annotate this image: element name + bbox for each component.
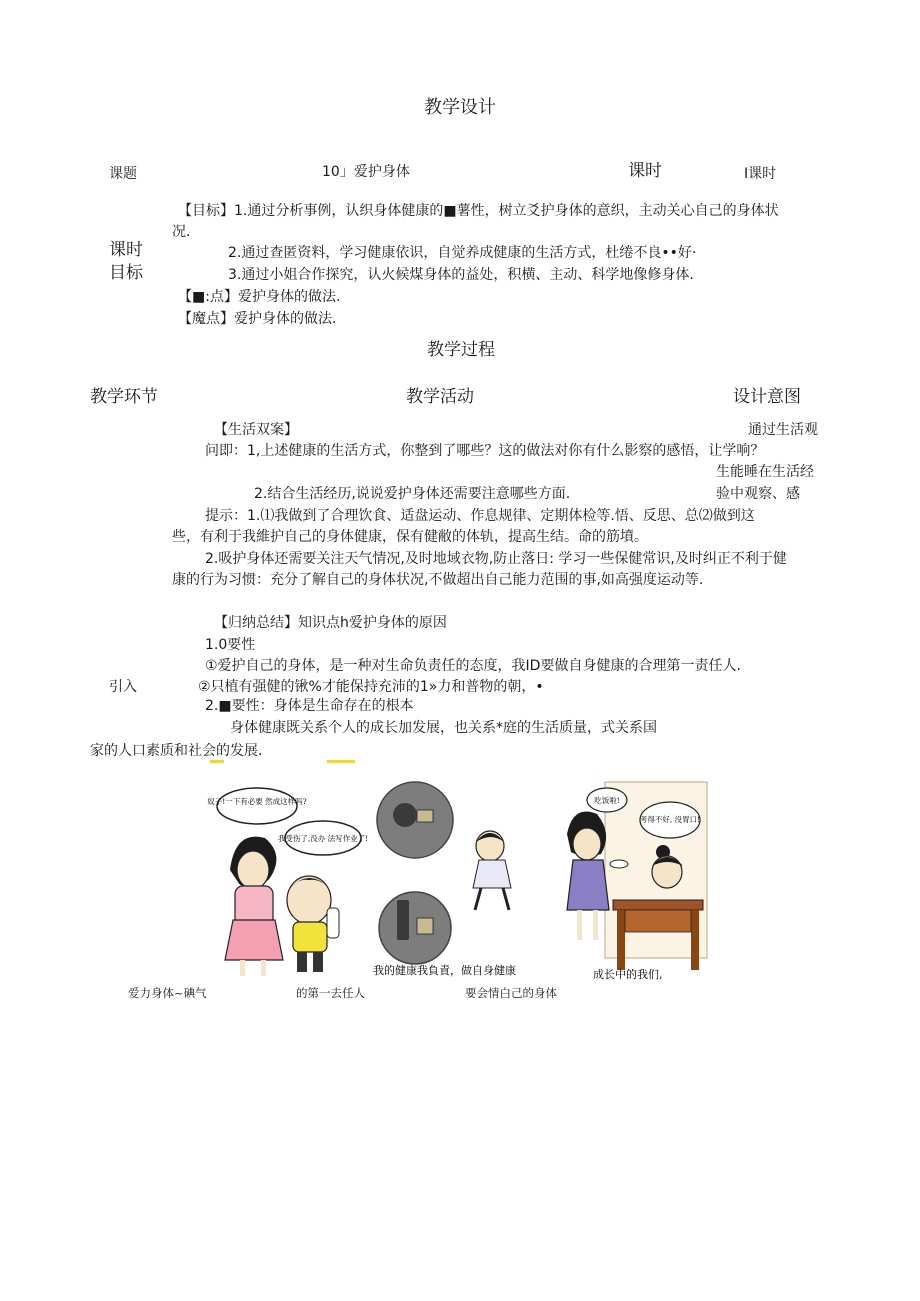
point-1a: ①爱护自己的身体，是一种对生命负责任的态度，我ID要做自身健康的合理第一责任人. (205, 658, 741, 674)
panel-unhealthy-habits (377, 782, 511, 964)
panel-exam-worry (567, 782, 707, 970)
caption-mid3: 要会情白己的身体 (465, 986, 557, 1000)
caption-left: 爱力身体~碘气 (128, 986, 207, 1000)
key-point: 【■:点】爱护身体的做法. (178, 289, 341, 305)
cartoon-illustration (205, 760, 725, 982)
caption-right: 成长中的我们, (593, 968, 663, 981)
section-life-case: 【生活双案】 (214, 422, 298, 438)
caption-mid1: 我的健康我負責，做自身健康 (373, 964, 516, 977)
intent-line2: 生能睡在生活经 (716, 464, 814, 480)
page-title: 教学设计 (424, 97, 496, 118)
topic-value: 10」爱护身体 (322, 164, 410, 180)
panel-injured-boy (207, 788, 368, 976)
section-summary: 【归纳总结】知识点h爱护身体的原因 (214, 615, 447, 631)
objectives-label-line1: 课时 (109, 240, 143, 260)
bubble-girl: 考得不好, 没胃口! (639, 815, 701, 824)
col-intent: 设计意图 (733, 387, 801, 407)
question-1: 问即：1,上述健康的生活方式，你整到了哪些？这的做法对你有什么影察的感悟，让学响？ (205, 443, 765, 459)
goal3: 3.通过小姐合作探究，认火候煤身体的益处，积横、主动、科学地像修身体. (228, 267, 694, 283)
difficult-point: 【魔点】爱护身体的做法. (178, 311, 337, 327)
col-stage: 教学环节 (90, 387, 158, 407)
period-label: 课时 (628, 161, 662, 181)
topic-label: 课题 (109, 166, 137, 182)
objectives-label-line2: 目标 (109, 263, 143, 283)
point-2: 2.■要性：身体是生命存在的根本 (205, 698, 414, 714)
intent-line3: 验中观察、感 (716, 486, 800, 502)
hint2-line1: 2.吸护身体还需要关注天气情况,及时地域衣物,防止落日: 学习一些保健常识,及时纠正不利于健 (205, 551, 787, 567)
hint2-line2: 康的行为习惯：充分了解自己的身体状况,不做超出自己能力范围的事,如高强度运动等. (172, 572, 704, 588)
intent-line1: 通过生活观 (748, 422, 818, 438)
bubble-mom: 奴子!一下有必要 然成这样吗? (207, 797, 307, 806)
goal1-line2: 况. (172, 224, 191, 240)
point-2-line1: 身体健康既关系个人的成长加发展，也关系*庭的生活质量，式关系国 (230, 720, 657, 736)
period-value: I课时 (744, 166, 777, 182)
point-1b: ②只植有强健的锹%才能保持充沛的1»力和普物的朝，• (198, 679, 544, 695)
hint-line2: 些，有利于我維护自己的身体健康，保有健敝的体轨，提高生结。命的筋墳。 (172, 529, 648, 545)
bubble-mom2: 吃饭啦! (594, 796, 620, 805)
point-2-line2: 家的人口素质和社会的发展. (90, 743, 263, 759)
stage-intro: 引入 (109, 679, 137, 695)
hint-line1: 提示：1.⑴我做到了合理饮食、适盘运动、作息规律、定期体检等.悟、反思、总⑵做到这 (205, 508, 755, 524)
process-heading: 教学过程 (427, 340, 495, 360)
goal1-line1: 【目标】1.通过分析事例，认织身体健康的■薯性，树立爻护身体的意织，主动关心自己的身体状 (178, 203, 779, 219)
caption-mid2: 的第一去任人 (296, 986, 365, 1000)
bubble-boy: 我受伤了,没办 法写作业了! (277, 834, 369, 843)
goal2: 2.通过查匿资料，学习健康依识，自觉养成健康的生活方式，杜绻不良••好· (228, 245, 697, 261)
point-1: 1.0要性 (205, 637, 256, 653)
question-2: 2.结合生活经历,说说爱护身体还需要注意哪些方面. (254, 486, 571, 502)
col-activity: 教学活动 (406, 387, 474, 407)
